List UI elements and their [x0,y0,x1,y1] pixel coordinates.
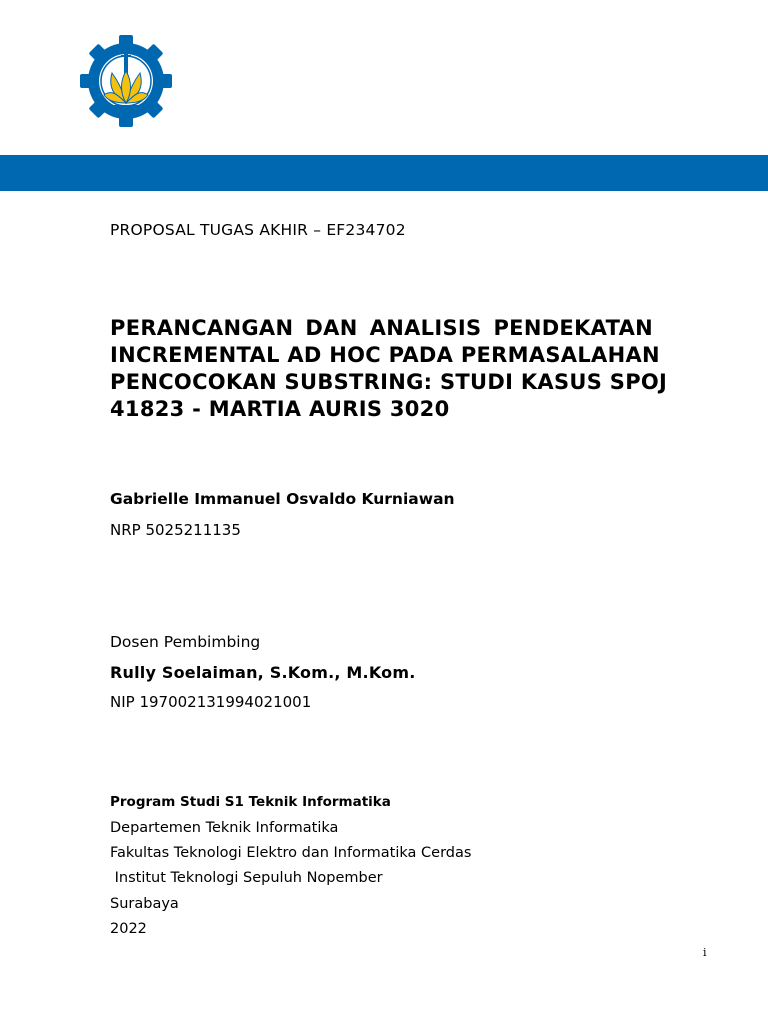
its-gear-emblem-icon [78,33,174,129]
year: 2022 [110,921,147,937]
study-program: Program Studi S1 Teknik Informatika [110,794,391,810]
supervisor-nip: NIP 197002131994021001 [110,693,312,711]
supervisor-label: Dosen Pembimbing [110,633,261,651]
thesis-title [110,315,668,423]
document-label: PROPOSAL TUGAS AKHIR – EF234702 [110,221,406,239]
header-band [0,155,768,191]
page-number: i [703,946,707,959]
author-name: Gabrielle Immanuel Osvaldo Kurniawan [110,490,455,508]
thesis-title-line-3: PENCOCOKAN SUBSTRING: STUDI KASUS SPOJ [110,370,668,394]
city: Surabaya [110,896,179,912]
thesis-title-line-4: 41823 - MARTIA AURIS 3020 [110,397,450,421]
author-nrp: NRP 5025211135 [110,521,241,539]
institute: Institut Teknologi Sepuluh Nopember [110,870,383,886]
faculty: Fakultas Teknologi Elektro dan Informatika Cerdas [110,845,472,861]
thesis-title-line-1: PERANCANGAN DAN ANALISIS PENDEKATAN [110,316,653,340]
department: Departemen Teknik Informatika [110,820,339,836]
supervisor-name: Rully Soelaiman, S.Kom., M.Kom. [110,663,416,682]
thesis-title-line-2: INCREMENTAL AD HOC PADA PERMASALAHAN [110,343,660,367]
